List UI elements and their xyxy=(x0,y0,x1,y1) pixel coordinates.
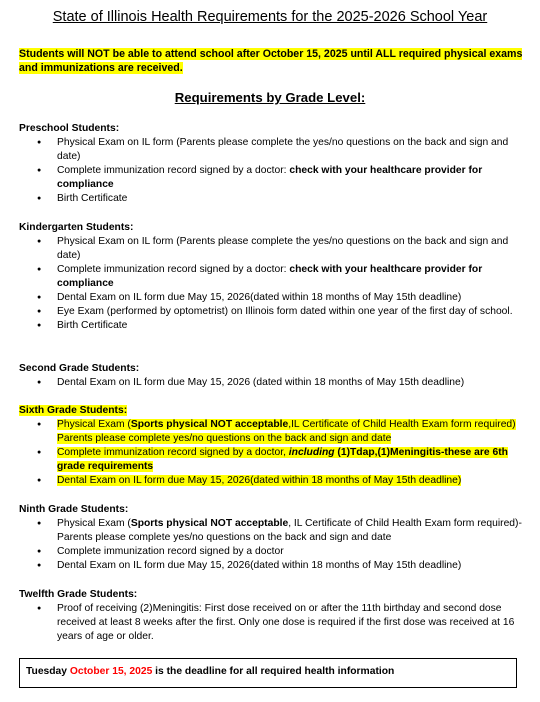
requirement-list xyxy=(19,376,524,390)
list-item xyxy=(19,446,524,474)
section-heading: Twelfth Grade Students: xyxy=(19,589,138,600)
deadline-description: is the deadline for all required health information xyxy=(152,666,395,677)
requirement-list xyxy=(19,418,524,488)
section-kindergarten xyxy=(19,221,524,333)
deadline-box xyxy=(19,658,517,688)
item-text: Dental Exam on IL form due May 15, 2026(dated within 18 months of May 15th deadline) xyxy=(57,475,462,486)
section-heading: Preschool Students: xyxy=(19,123,120,134)
item-emphasis: including xyxy=(288,447,335,458)
item-text: Complete immunization record signed by a doctor: xyxy=(57,165,290,176)
section-heading xyxy=(19,404,524,418)
list-item: ● Proof of receiving (2)Meningitis: First dose received on or after the 11th birthday and second dose received at least 8 weeks after the first. Only one dose is required if the first dose was received at 16 years of age or older. xyxy=(19,602,524,644)
requirement-list xyxy=(19,517,524,573)
section-ninth-grade xyxy=(19,503,524,573)
deadline-date: October 15, 2025 xyxy=(69,666,153,677)
notice-part-3: required physical exams and immunizations are received. xyxy=(19,48,523,74)
heading-text: Sixth Grade Students: xyxy=(19,405,128,416)
item-highlight xyxy=(57,447,508,472)
list-item: ● Complete immunization record signed by a doctor xyxy=(19,545,524,559)
item-text: ,IL Certificate of Child Health Exam form required) Parents please complete yes/no questions on the back and sign and date xyxy=(57,419,516,444)
list-item xyxy=(19,263,524,291)
requirement-list xyxy=(19,602,524,644)
list-item xyxy=(19,517,524,545)
item-text: Physical Exam ( xyxy=(57,518,131,529)
list-item: ● Birth Certificate xyxy=(19,192,524,206)
document-title: State of Illinois Health Requirements for the 2025-2026 School Year xyxy=(52,9,488,25)
item-text: Complete immunization record signed by a doctor, xyxy=(57,447,289,458)
deadline-text xyxy=(26,666,394,677)
section-heading: Ninth Grade Students: xyxy=(19,504,129,515)
notice-all: ALL xyxy=(375,48,396,60)
list-item: ● Dental Exam on IL form due May 15, 2026(dated within 18 months of May 15th deadline) xyxy=(19,291,524,305)
item-text: Complete immunization record signed by a doctor: xyxy=(57,264,290,275)
list-item: ● Physical Exam on IL form (Parents please complete the yes/no questions on the back and sign and date) xyxy=(19,136,524,164)
item-text: , IL Certificate of Child Health Exam form required)-Parents please complete yes/no questions on the back and sign and date xyxy=(57,518,522,543)
section-heading: Second Grade Students: xyxy=(19,363,140,374)
list-item: ● Birth Certificate xyxy=(19,319,524,333)
requirements-subtitle: Requirements by Grade Level: xyxy=(174,90,366,105)
list-item: ● Eye Exam (performed by optometrist) on Illinois form dated within one year of the first day of school. xyxy=(19,305,524,319)
section-preschool xyxy=(19,122,524,206)
requirement-list xyxy=(19,136,524,206)
notice-part-2: be able to attend school after October 15, 2025 until xyxy=(109,48,376,60)
list-item: ● Dental Exam on IL form due May 15, 2026(dated within 18 months of May 15th deadline) xyxy=(19,559,524,573)
section-second-grade xyxy=(19,362,524,390)
list-item xyxy=(19,474,524,488)
item-emphasis: Sports physical NOT acceptable xyxy=(130,419,289,430)
section-sixth-grade xyxy=(19,404,524,488)
list-item: ● Physical Exam on IL form (Parents please complete the yes/no questions on the back and sign and date) xyxy=(19,235,524,263)
attendance-notice xyxy=(19,47,524,75)
list-item xyxy=(19,164,524,192)
list-item: ● Dental Exam on IL form due May 15, 2026 (dated within 18 months of May 15th deadline) xyxy=(19,376,524,390)
requirement-list xyxy=(19,235,524,333)
section-heading: Kindergarten Students: xyxy=(19,222,134,233)
item-highlight xyxy=(57,419,516,444)
notice-not: NOT xyxy=(87,48,110,60)
list-item xyxy=(19,418,524,446)
deadline-day: Tuesday xyxy=(26,666,70,677)
item-emphasis: Sports physical NOT acceptable xyxy=(130,518,289,529)
section-twelfth-grade xyxy=(19,588,524,644)
notice-part-1: Students will xyxy=(19,48,88,60)
item-emphasis: check with your healthcare provider for compliance xyxy=(57,165,483,190)
item-text: Physical Exam ( xyxy=(57,419,131,430)
item-emphasis: (1)Tdap,(1)Meningitis-these are 6th grade requirements xyxy=(57,447,508,472)
notice-text xyxy=(19,48,522,74)
item-emphasis: check with your healthcare provider for compliance xyxy=(57,264,483,289)
